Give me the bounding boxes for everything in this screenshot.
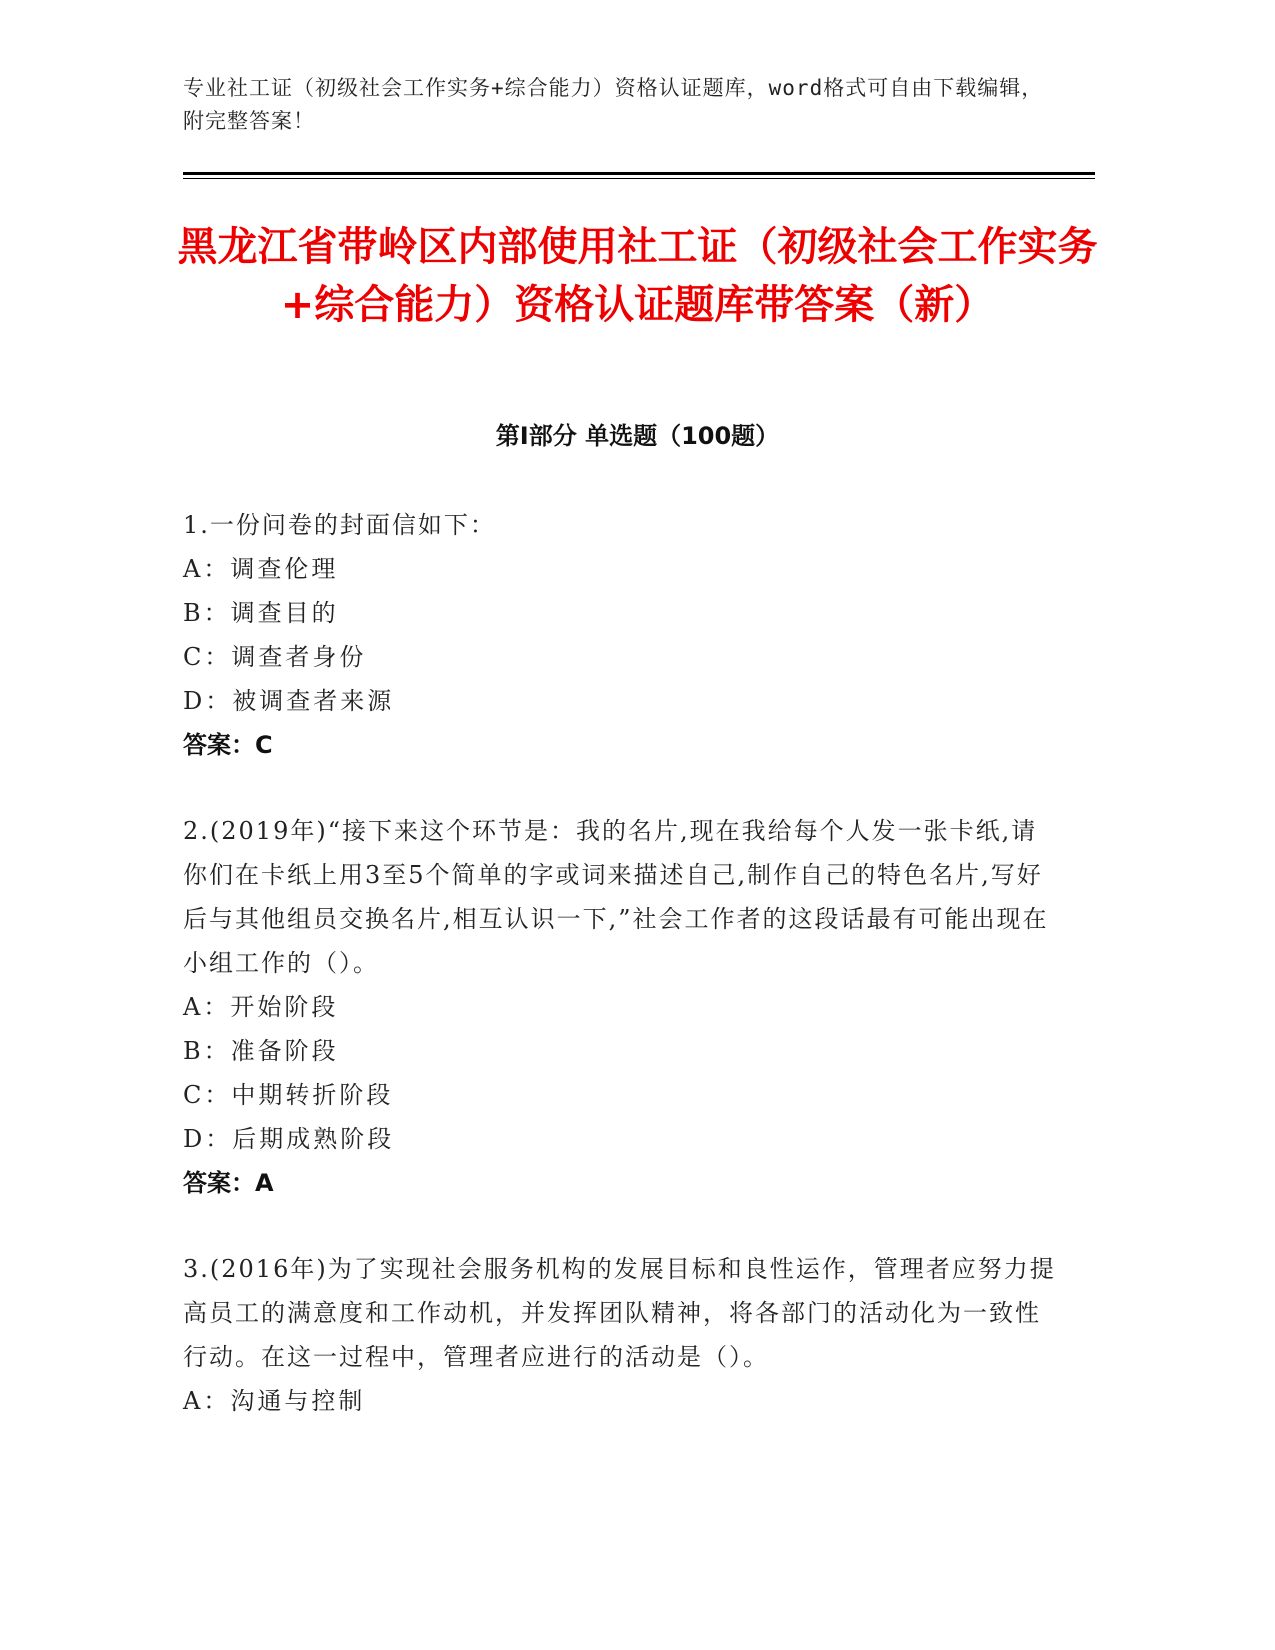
option-a: A：调查伦理 [183,555,339,583]
answer: 答案：A [183,1169,274,1197]
document-title: 黑龙江省带岭区内部使用社工证（初级社会工作实务+综合能力）资格认证题库带答案（新） [177,224,1098,328]
question-list [183,503,1063,1465]
option-a: A：开始阶段 [183,993,339,1021]
option-b: B：调查目的 [183,599,339,627]
option-a: A：沟通与控制 [183,1387,366,1415]
option-b: B：准备阶段 [183,1037,339,1065]
option-d: D：后期成熟阶段 [183,1125,395,1153]
header-rule-thin [183,178,1095,179]
question-stem: 3.(2016年)为了实现社会服务机构的发展目标和良性运作，管理者应努力提高员工的满意度和工作动机，并发挥团队精神，将各部门的活动化为一致性行动。在这一过程中，管理者应进行的活动是（）。 [183,1255,1056,1371]
header-note: 专业社工证（初级社会工作实务+综合能力）资格认证题库，word格式可自由下载编辑，附完整答案！ [183,76,1044,133]
option-c: C：中期转折阶段 [183,1081,394,1109]
option-c: C：调查者身份 [183,643,367,671]
question-1 [183,503,1063,767]
answer: 答案：C [183,731,273,759]
question-3 [183,1247,1063,1423]
question-stem: 2.(2019年)“接下来这个环节是：我的名片,现在我给每个人发一张卡纸,请你们在卡纸上用3至5个简单的字或词来描述自己,制作自己的特色名片,写好后与其他组员交换名片,相互认识一下,”社会工作者的这段话最有可能出现在小组工作的（）。 [183,817,1049,977]
header-rule-thick [183,172,1095,175]
section-heading: 第Ⅰ部分 单选题（100题） [495,422,780,450]
question-2 [183,809,1063,1205]
question-stem: 1.一份问卷的封面信如下： [183,511,496,539]
option-d: D：被调查者来源 [183,687,395,715]
